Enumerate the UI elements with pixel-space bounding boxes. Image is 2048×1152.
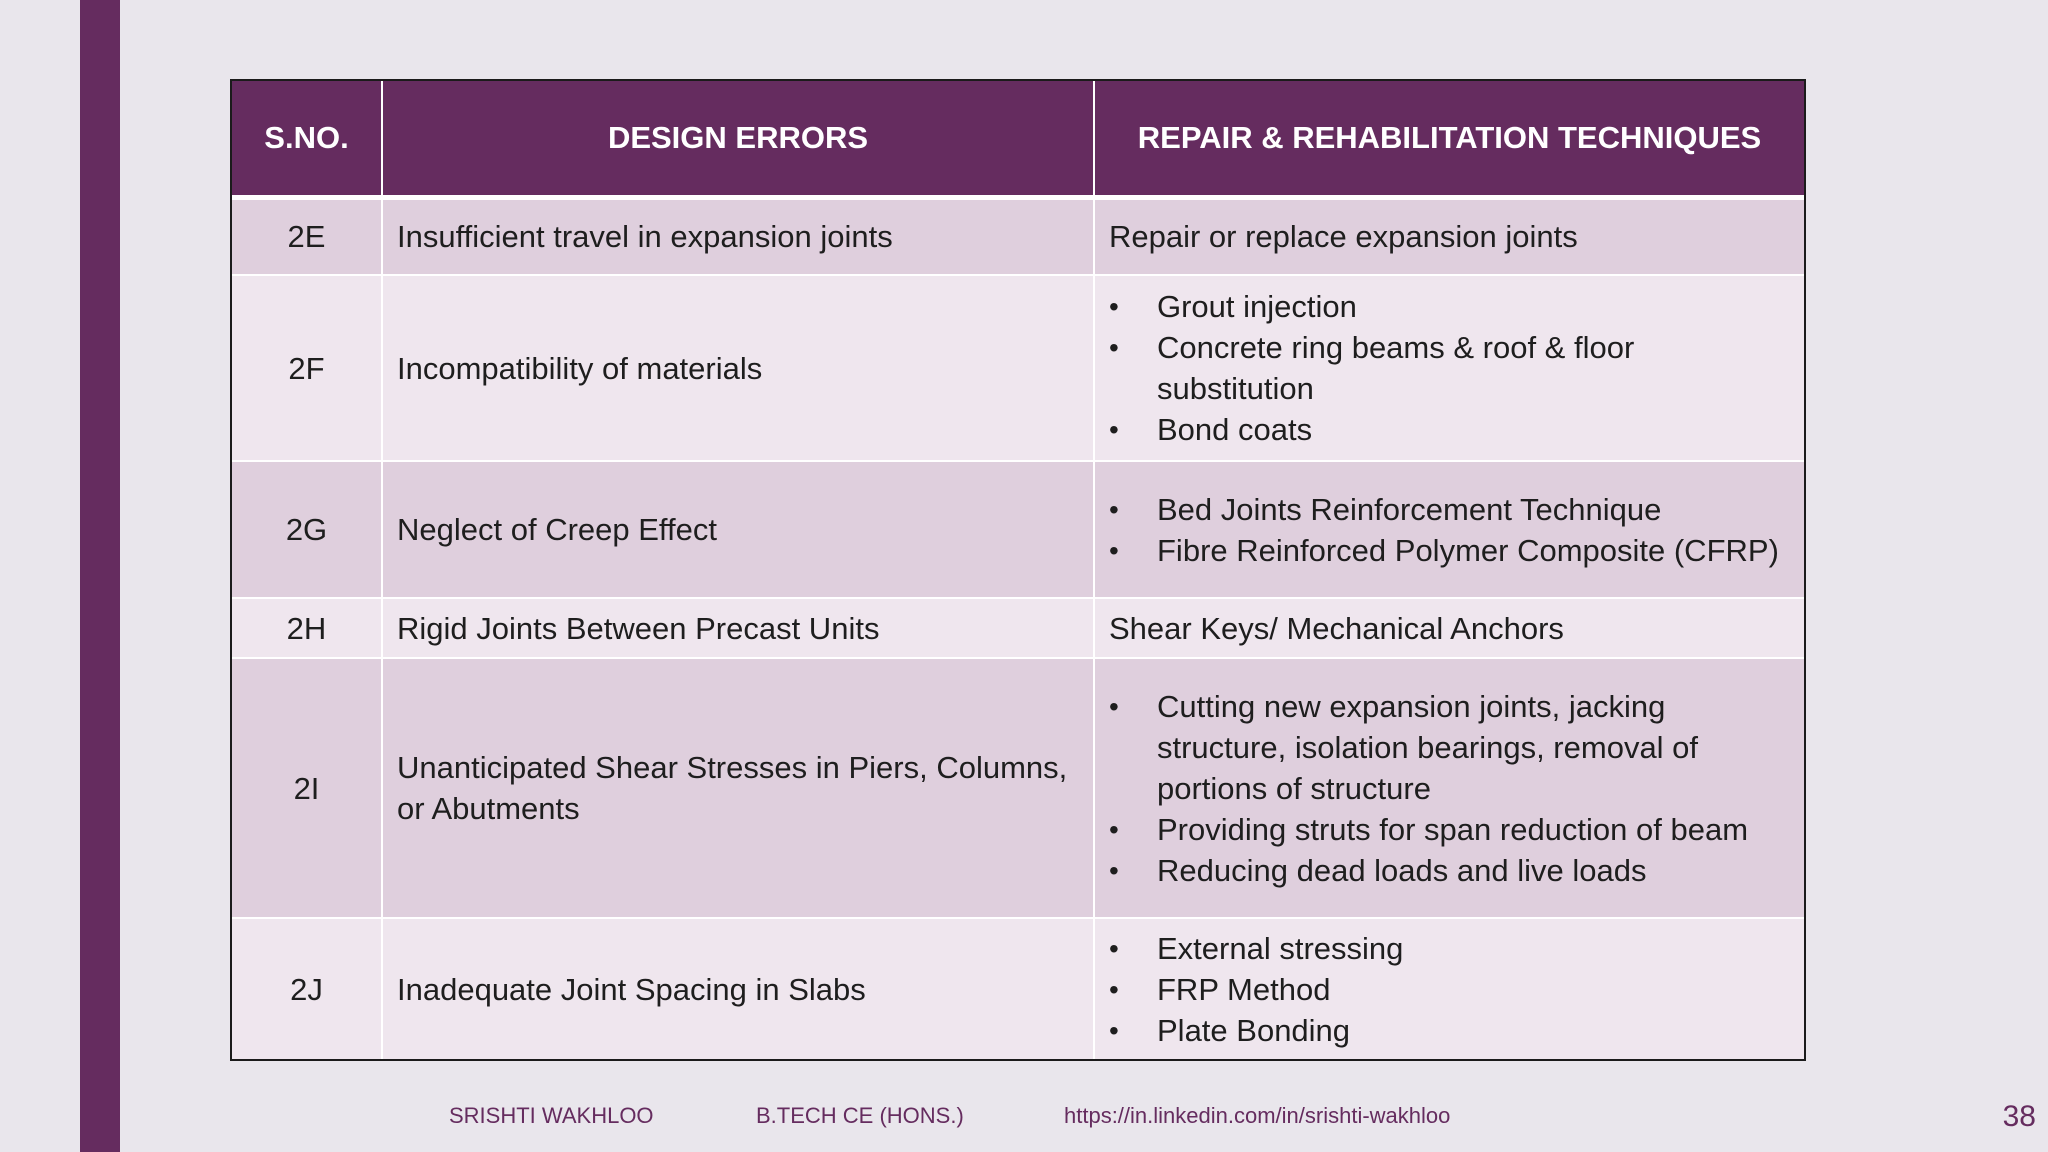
bullet-item: • Plate Bonding [1109,1010,1790,1051]
page-number: 38 [2002,1100,2036,1133]
bullet-item: • FRP Method [1109,969,1790,1010]
row-repair-text: Shear Keys/ Mechanical Anchors [1094,598,1804,658]
bullet-item: • Reducing dead loads and live loads [1109,850,1790,891]
row-sno: 2H [232,598,382,658]
table-row [232,658,1804,918]
header-repair-techniques: REPAIR & REHABILITATION TECHNIQUES [1094,81,1804,197]
table-header-row [232,81,1804,197]
table-row [232,461,1804,598]
row-design-error: Unanticipated Shear Stresses in Piers, Columns, or Abutments [382,658,1094,918]
bullet-item: • Cutting new expansion joints, jacking structure, isolation bearings, removal of portions of structure [1109,686,1790,809]
bullet-item: • External stressing [1109,928,1790,969]
errors-table [230,79,1806,1061]
row-sno: 2G [232,461,382,598]
row-sno: 2J [232,918,382,1059]
header-design-errors: DESIGN ERRORS [382,81,1094,197]
bullet-list [1109,686,1790,891]
accent-sidebar-bar [80,0,120,1152]
row-design-error: Insufficient travel in expansion joints [382,197,1094,275]
table-row [232,275,1804,461]
row-sno: 2E [232,197,382,275]
table-row [232,918,1804,1059]
bullet-list [1109,489,1790,571]
header-sno: S.NO. [232,81,382,197]
row-design-error: Incompatibility of materials [382,275,1094,461]
row-repair-list [1094,461,1804,598]
bullet-item: • Providing struts for span reduction of beam [1109,809,1790,850]
bullet-item: • Concrete ring beams & roof & floor substitution [1109,327,1790,409]
footer-author: SRISHTI WAKHLOO [449,1103,654,1128]
row-sno: 2I [232,658,382,918]
table-row [232,598,1804,658]
row-design-error: Inadequate Joint Spacing in Slabs [382,918,1094,1059]
bullet-item: • Fibre Reinforced Polymer Composite (CFRP) [1109,530,1790,571]
row-repair-list [1094,658,1804,918]
footer-link[interactable]: https://in.linkedin.com/in/srishti-wakhloo [1064,1103,1451,1128]
row-sno: 2F [232,275,382,461]
footer-degree: B.TECH CE (HONS.) [756,1103,964,1128]
row-repair-text: Repair or replace expansion joints [1094,197,1804,275]
bullet-list [1109,928,1790,1051]
bullet-item: • Grout injection [1109,286,1790,327]
row-repair-list [1094,918,1804,1059]
table-row [232,197,1804,275]
row-design-error: Neglect of Creep Effect [382,461,1094,598]
bullet-item: • Bed Joints Reinforcement Technique [1109,489,1790,530]
bullet-item: • Bond coats [1109,409,1790,450]
row-design-error: Rigid Joints Between Precast Units [382,598,1094,658]
bullet-list [1109,286,1790,450]
row-repair-list [1094,275,1804,461]
